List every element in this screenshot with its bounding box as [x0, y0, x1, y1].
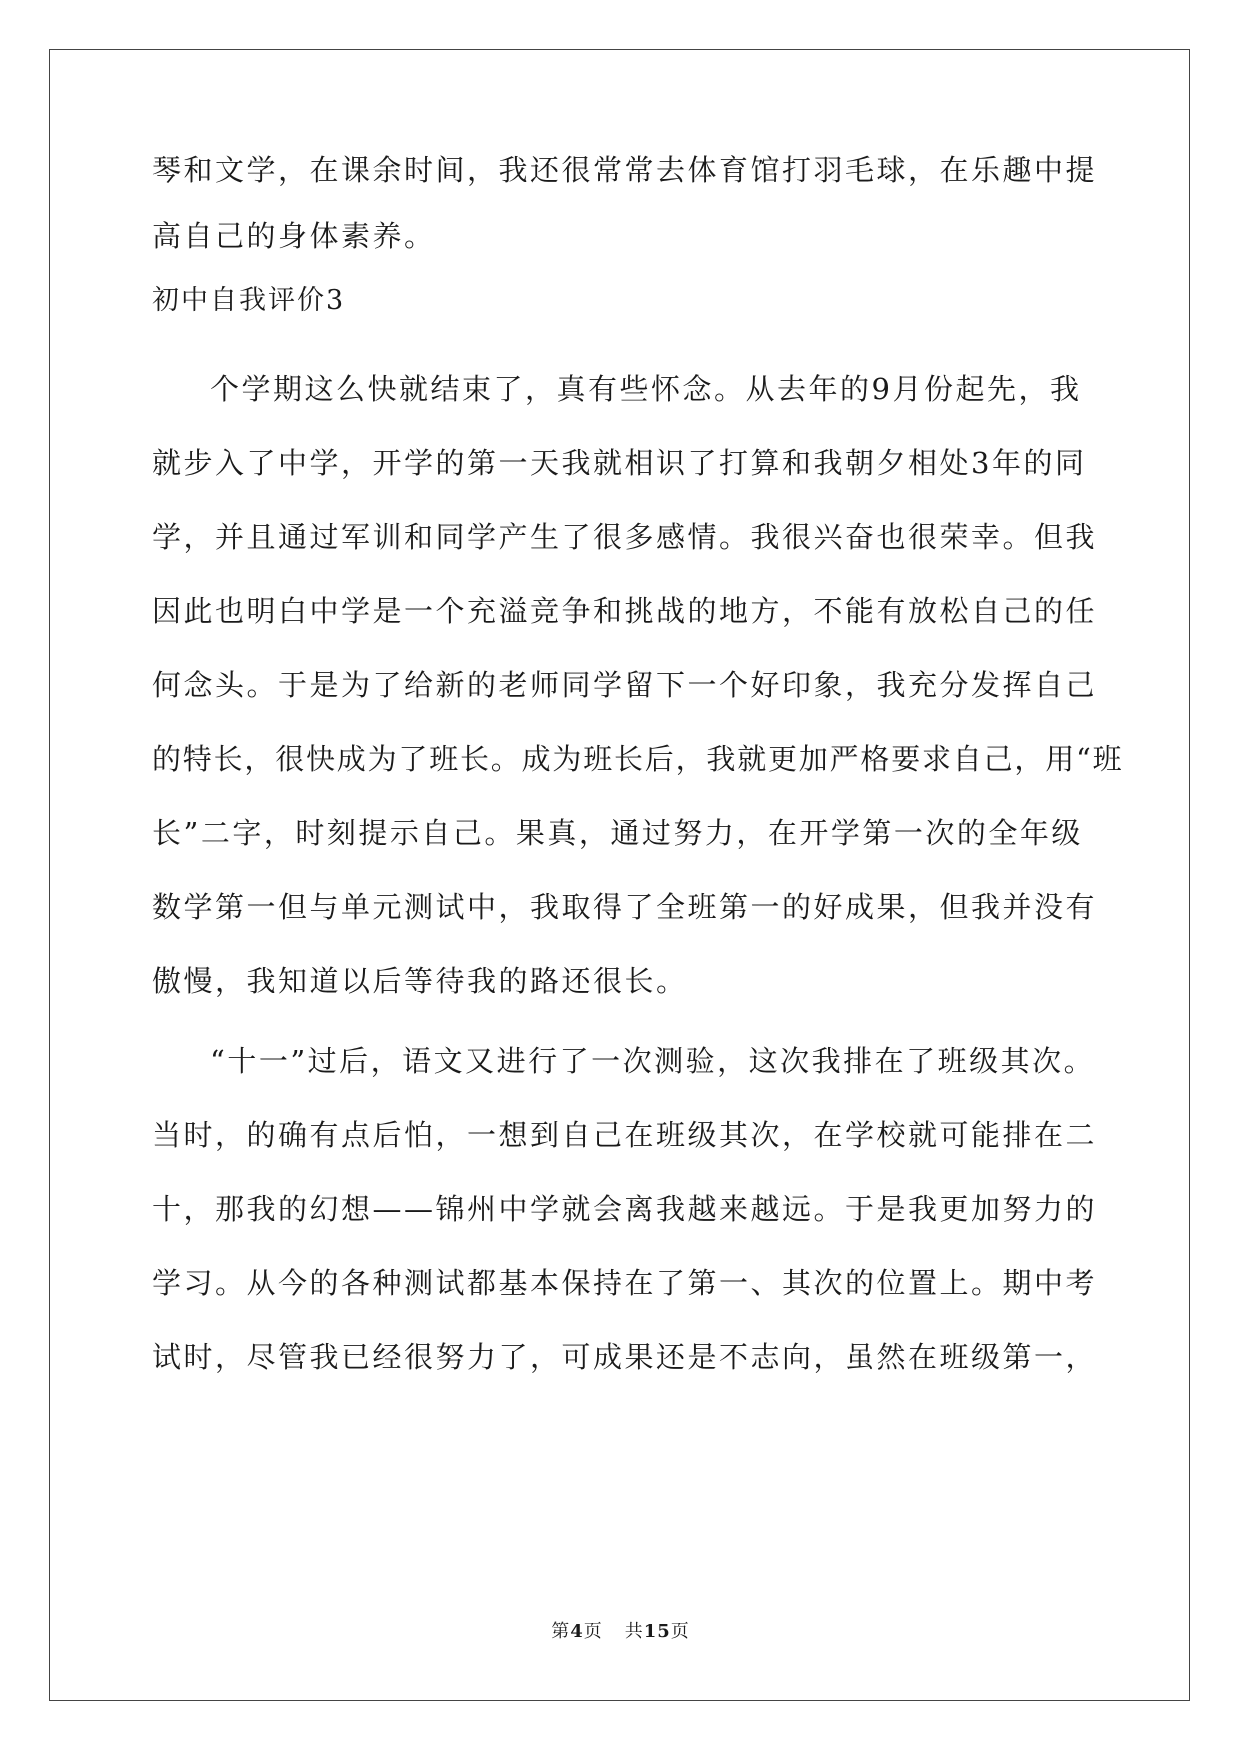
text-line: 当时，的确有点后怕，一想到自己在班级其次，在学校就可能排在二	[152, 1118, 1098, 1152]
text-line: 因此也明白中学是一个充溢竞争和挑战的地方，不能有放松自己的任	[152, 594, 1098, 628]
text-line: 琴和文学，在课余时间，我还很常常去体育馆打羽毛球，在乐趣中提	[152, 153, 1098, 187]
page-suffix: 页	[583, 1621, 603, 1642]
text-line: 十，那我的幻想——锦州中学就会离我越来越远。于是我更加努力的	[152, 1192, 1098, 1226]
text-line: 就步入了中学，开学的第一天我就相识了打算和我朝夕相处3年的同	[152, 446, 1087, 480]
text-line: 高自己的身体素养。	[152, 219, 436, 253]
total-suffix: 页	[670, 1621, 690, 1642]
text-line: 傲慢，我知道以后等待我的路还很长。	[152, 964, 688, 998]
text-line: 长”二字，时刻提示自己。果真，通过努力，在开学第一次的全年级	[152, 816, 1083, 850]
page-footer	[0, 1620, 1241, 1644]
page-prefix: 第	[551, 1621, 571, 1642]
text-line: 何念头。于是为了给新的老师同学留下一个好印象，我充分发挥自己	[152, 668, 1098, 702]
text-line: 个学期这么快就结束了，真有些怀念。从去年的9月份起先，我	[210, 372, 1082, 406]
total-prefix: 共	[624, 1621, 644, 1642]
total-pages: 15	[643, 1621, 671, 1642]
text-line: 学习。从今的各种测试都基本保持在了第一、其次的位置上。期中考	[152, 1266, 1098, 1300]
page-number: 4	[570, 1621, 584, 1642]
section-heading: 初中自我评价3	[152, 285, 346, 316]
text-line: 试时，尽管我已经很努力了，可成果还是不志向，虽然在班级第一，	[152, 1340, 1098, 1374]
text-line: 学，并且通过军训和同学产生了很多感情。我很兴奋也很荣幸。但我	[152, 520, 1098, 554]
text-line: 数学第一但与单元测试中，我取得了全班第一的好成果，但我并没有	[152, 890, 1098, 924]
text-line: 的特长，很快成为了班长。成为班长后，我就更加严格要求自己，用“班	[152, 742, 1124, 776]
text-line: “十一”过后，语文又进行了一次测验，这次我排在了班级其次。	[210, 1044, 1096, 1078]
